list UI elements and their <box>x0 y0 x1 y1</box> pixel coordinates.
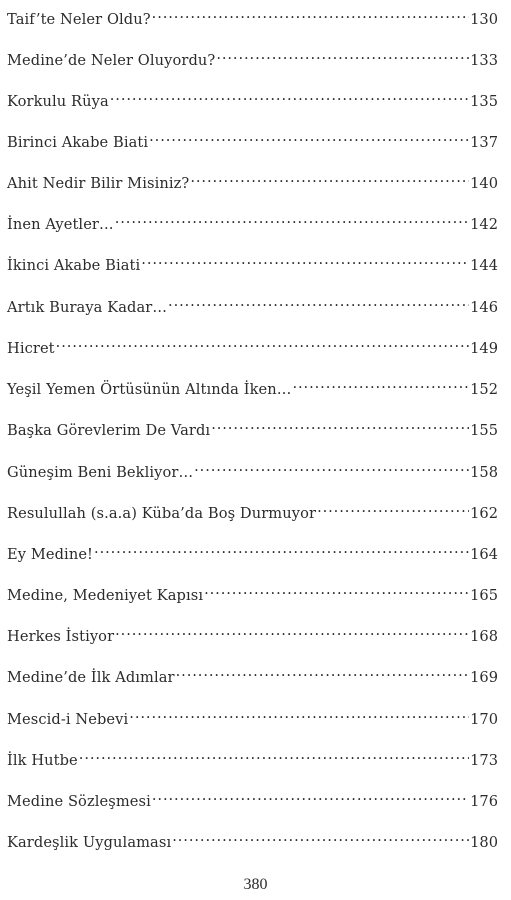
dot-leader <box>129 702 469 724</box>
toc-entry <box>7 619 498 645</box>
toc-entry-page: 169 <box>470 669 498 686</box>
dot-leader <box>172 825 469 847</box>
toc-entry-page: 176 <box>470 793 498 810</box>
toc-entry <box>7 743 498 769</box>
dot-leader <box>292 372 469 394</box>
toc-entry <box>7 290 498 316</box>
dot-leader <box>56 331 469 353</box>
toc-entry-page: 155 <box>470 422 498 439</box>
toc-entry-title: İlk Hutbe <box>7 752 78 769</box>
toc-entry-title: Medine Sözleşmesi <box>7 793 151 810</box>
toc-entry-title: Medine’de İlk Adımlar <box>7 669 175 686</box>
toc-entry-title: Medine, Medeniyet Kapısı <box>7 587 204 604</box>
toc-entry-page: 130 <box>470 11 498 28</box>
toc-entry-page: 158 <box>470 464 498 481</box>
toc-entry <box>7 166 498 192</box>
dot-leader <box>115 207 469 229</box>
toc-entry-page: 135 <box>470 93 498 110</box>
toc-entry <box>7 784 498 810</box>
toc-entry-title: Güneşim Beni Bekliyor… <box>7 464 194 481</box>
toc-entry-page: 168 <box>470 628 498 645</box>
toc-entry-title: Taif’te Neler Oldu? <box>7 11 151 28</box>
dot-leader <box>211 413 469 435</box>
toc-entry <box>7 84 498 110</box>
toc-entry-page: 165 <box>470 587 498 604</box>
toc-entry <box>7 455 498 481</box>
toc-entry <box>7 372 498 398</box>
toc-entry <box>7 207 498 233</box>
toc-entry-page: 137 <box>470 134 498 151</box>
toc-entry-title: İnen Ayetler… <box>7 216 114 233</box>
dot-leader <box>152 2 469 24</box>
toc-entry <box>7 578 498 604</box>
page-number: 380 <box>243 876 268 893</box>
toc-entry-page: 173 <box>470 752 498 769</box>
dot-leader <box>168 290 469 312</box>
toc-entry-title: İkinci Akabe Biati <box>7 257 141 274</box>
toc-entry-title: Ey Medine! <box>7 546 94 563</box>
toc-entry-title: Birinci Akabe Biati <box>7 134 149 151</box>
toc-entry-title: Hicret <box>7 340 55 357</box>
dot-leader <box>141 248 469 270</box>
dot-leader <box>110 84 469 106</box>
toc-entry-title: Korkulu Rüya <box>7 93 109 110</box>
dot-leader <box>176 660 470 682</box>
dot-leader <box>190 166 469 188</box>
toc-entry-page: 180 <box>470 834 498 851</box>
dot-leader <box>216 43 469 65</box>
toc-entry <box>7 248 498 274</box>
dot-leader <box>79 743 469 765</box>
toc-entry-page: 170 <box>470 711 498 728</box>
dot-leader <box>152 784 469 806</box>
toc-entry-title: Başka Görevlerim De Vardı <box>7 422 211 439</box>
toc-entry <box>7 537 498 563</box>
toc-entry-page: 146 <box>470 299 498 316</box>
dot-leader <box>194 455 469 477</box>
toc-entry <box>7 125 498 151</box>
toc-entry-page: 140 <box>470 175 498 192</box>
toc-entry <box>7 43 498 69</box>
toc-entry-title: Herkes İstiyor <box>7 628 115 645</box>
toc-entry <box>7 702 498 728</box>
toc-entry <box>7 413 498 439</box>
toc-entry <box>7 331 498 357</box>
dot-leader <box>115 619 469 641</box>
toc-entry-page: 164 <box>470 546 498 563</box>
toc-entry-title: Medine’de Neler Oluyordu? <box>7 52 216 69</box>
toc-entry-title: Mescid-i Nebevi <box>7 711 129 728</box>
dot-leader <box>204 578 469 600</box>
toc-entry-title: Ahit Nedir Bilir Misiniz? <box>7 175 190 192</box>
dot-leader <box>149 125 469 147</box>
toc-entry-page: 162 <box>470 505 498 522</box>
toc-entry-page: 144 <box>470 257 498 274</box>
toc-entry-title: Yeşil Yemen Örtüsünün Altında İken… <box>7 381 292 398</box>
toc-entry <box>7 825 498 851</box>
toc-entry-page: 142 <box>470 216 498 233</box>
toc-entry-title: Kardeşlik Uygulaması <box>7 834 172 851</box>
dot-leader <box>94 537 469 559</box>
toc-entry-page: 133 <box>470 52 498 69</box>
toc-entry <box>7 660 498 686</box>
toc-entry <box>7 496 498 522</box>
dot-leader <box>317 496 469 518</box>
toc-entry <box>7 2 498 28</box>
toc-entry-page: 149 <box>470 340 498 357</box>
toc-entry-title: Resulullah (s.a.a) Küba’da Boş Durmuyor <box>7 505 317 522</box>
toc-entry-page: 152 <box>470 381 498 398</box>
toc-entry-title: Artık Buraya Kadar… <box>7 299 168 316</box>
